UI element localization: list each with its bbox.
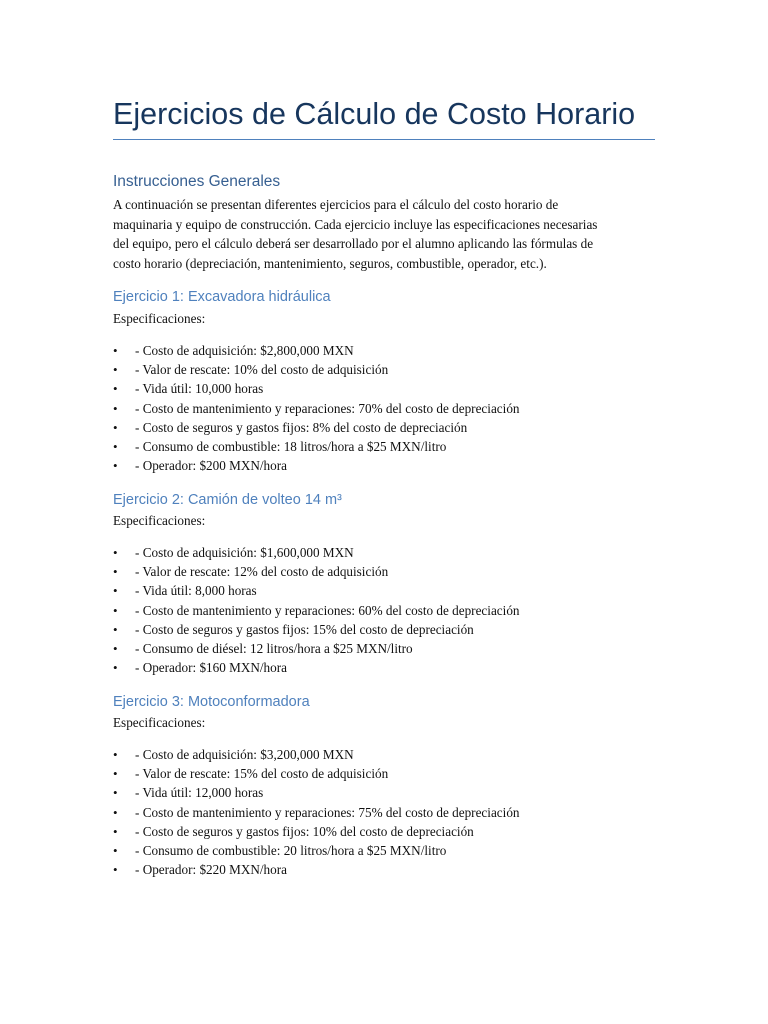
instructions-line: A continuación se presentan diferentes ejercicios para el cálculo del costo horario de <box>113 197 559 212</box>
instructions-line: del equipo, pero el cálculo deberá ser desarrollado por el alumno aplicando las fórmulas de <box>113 236 594 251</box>
title-divider <box>113 139 655 140</box>
bullet-icon: • <box>113 621 118 637</box>
instructions-line: maquinaria y equipo de construcción. Cada ejercicio incluye las especificaciones necesarias <box>113 216 598 232</box>
instructions-heading: Instrucciones Generales <box>113 173 281 190</box>
bullet-icon: • <box>113 747 118 762</box>
bullet-icon: • <box>113 823 118 839</box>
exercise-3-heading: Ejercicio 3: Motoconformadora <box>113 694 310 710</box>
bullet-icon: • <box>113 545 118 560</box>
bullet-icon: • <box>113 602 118 618</box>
exercise-1-heading: Ejercicio 1: Excavadora hidráulica <box>113 289 331 305</box>
bullet-icon: • <box>113 804 118 820</box>
bullet-icon: • <box>113 400 118 416</box>
bullet-icon: • <box>113 419 118 435</box>
exercise-2-heading: Ejercicio 2: Camión de volteo 14 m³ <box>113 492 342 508</box>
bullet-icon: • <box>113 660 118 676</box>
exercise-1-spec-label: Especificaciones: <box>113 311 206 326</box>
exercise-3-spec-label: Especificaciones: <box>113 715 206 730</box>
bullet-icon: • <box>113 381 118 397</box>
document-title: Ejercicios de Cálculo de Costo Horario <box>113 97 636 131</box>
bullet-icon: • <box>113 343 118 358</box>
bullet-icon: • <box>113 458 118 474</box>
exercise-2-spec-label: Especificaciones: <box>113 513 206 528</box>
bullet-icon: • <box>113 766 118 782</box>
bullet-icon: • <box>113 583 118 599</box>
bullet-icon: • <box>113 438 118 454</box>
instructions-line: costo horario (depreciación, mantenimiento, seguros, combustible, operador, etc.). <box>113 255 547 271</box>
bullet-icon: • <box>113 362 118 378</box>
bullet-icon: • <box>113 640 118 656</box>
bullet-icon: • <box>113 862 118 878</box>
bullet-icon: • <box>113 564 118 580</box>
bullet-icon: • <box>113 842 118 858</box>
instructions-paragraph <box>113 195 655 273</box>
bullet-icon: • <box>113 785 118 801</box>
